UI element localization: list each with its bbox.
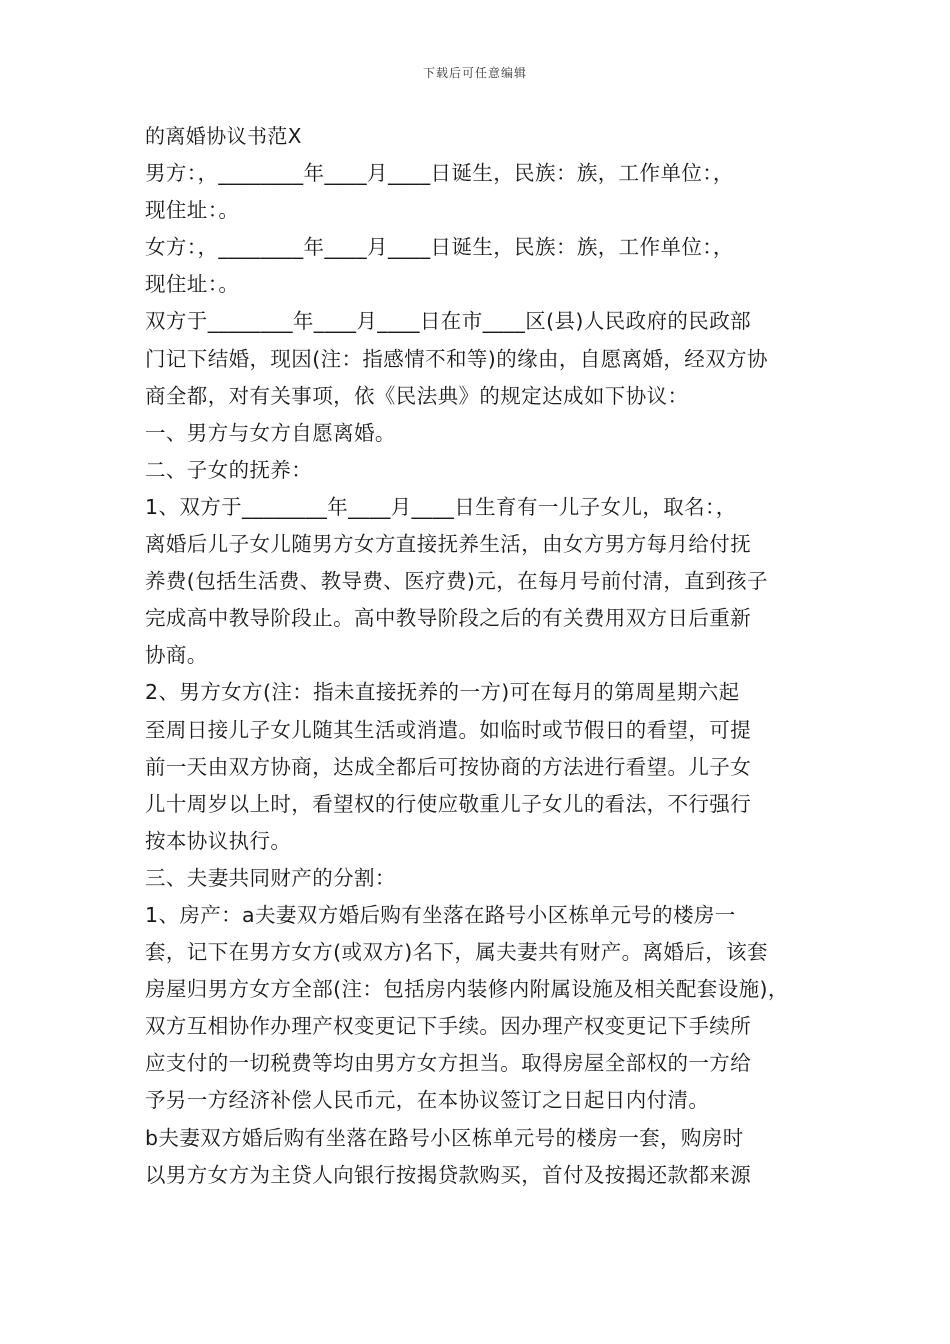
document-title: 的离婚协议书范X	[145, 124, 302, 148]
text-line: 2、男方女方(注：指未直接抚养的一方)可在每月的第周星期六起	[145, 680, 740, 705]
paragraph-lines	[145, 155, 810, 1194]
text-line: 完成高中教导阶段止。高中教导阶段之后的有关费用双方日后重新	[145, 606, 752, 631]
text-line: 按本协议执行。	[145, 828, 292, 853]
text-line: 现住址：。	[145, 198, 240, 223]
text-line: 套，记下在男方女方(或双方)名下，属夫妻共有财产。离婚后，该套	[145, 940, 768, 965]
text-line: 双方于________年____月____日在市____区(县)人民政府的民政部	[145, 309, 751, 334]
text-line: 应支付的一切税费等均由男方女方担当。取得房屋全部权的一方给	[145, 1051, 752, 1076]
text-line: 二、子女的抚养：	[145, 457, 313, 482]
text-line: 女方：，________年____月____日诞生，民族：族，工作单位：，	[145, 235, 734, 260]
text-line: 儿十周岁以上时，看望权的行使应敬重儿子女儿的看法，不行强行	[145, 791, 752, 816]
text-line: 养费(包括生活费、教导费、医疗费)元，在每月号前付清，直到孩子	[145, 569, 768, 594]
text-line: 协商。	[145, 643, 208, 668]
text-line: 门记下结婚，现因(注：指感情不和等)的缘由，自愿离婚，经双方协	[145, 346, 768, 371]
document-body	[145, 118, 810, 1194]
text-line: 予另一方经济补偿人民币元，在本协议签订之日起日内付清。	[145, 1088, 710, 1113]
text-line: b夫妻双方婚后购有坐落在路号小区栋单元号的楼房一套，购房时	[145, 1125, 744, 1150]
text-line: 双方互相协作办理产权变更记下手续。因办理产权变更记下手续所	[145, 1014, 752, 1039]
text-line: 男方：，________年____月____日诞生，民族：族，工作单位：，	[145, 161, 734, 186]
header-note: 下载后可任意编辑	[422, 66, 527, 80]
text-line: 一、男方与女方自愿离婚。	[145, 420, 396, 445]
text-line: 三、夫妻共同财产的分割：	[145, 865, 396, 890]
text-line: 1、双方于________年____月____日生育有一儿子女儿，取名：，	[145, 494, 737, 519]
text-line: 商全都，对有关事项，依《民法典》的规定达成如下协议：	[145, 383, 689, 408]
text-line: 现住址：。	[145, 272, 240, 297]
text-line: 前一天由双方协商，达成全都后可按协商的方法进行看望。儿子女	[145, 754, 752, 779]
text-line: 以男方女方为主贷人向银行按揭贷款购买，首付及按揭还款都来源	[145, 1162, 752, 1187]
text-line: 房屋归男方女方全部(注：包括房内装修内附属设施及相关配套设施)，	[145, 977, 789, 1002]
text-line: 至周日接儿子女儿随其生活或消遣。如临时或节假日的看望，可提	[145, 717, 752, 742]
text-line: 1、房产：a夫妻双方婚后购有坐落在路号小区栋单元号的楼房一	[145, 902, 736, 927]
text-line: 离婚后儿子女儿随男方女方直接抚养生活，由女方男方每月给付抚	[145, 532, 752, 557]
